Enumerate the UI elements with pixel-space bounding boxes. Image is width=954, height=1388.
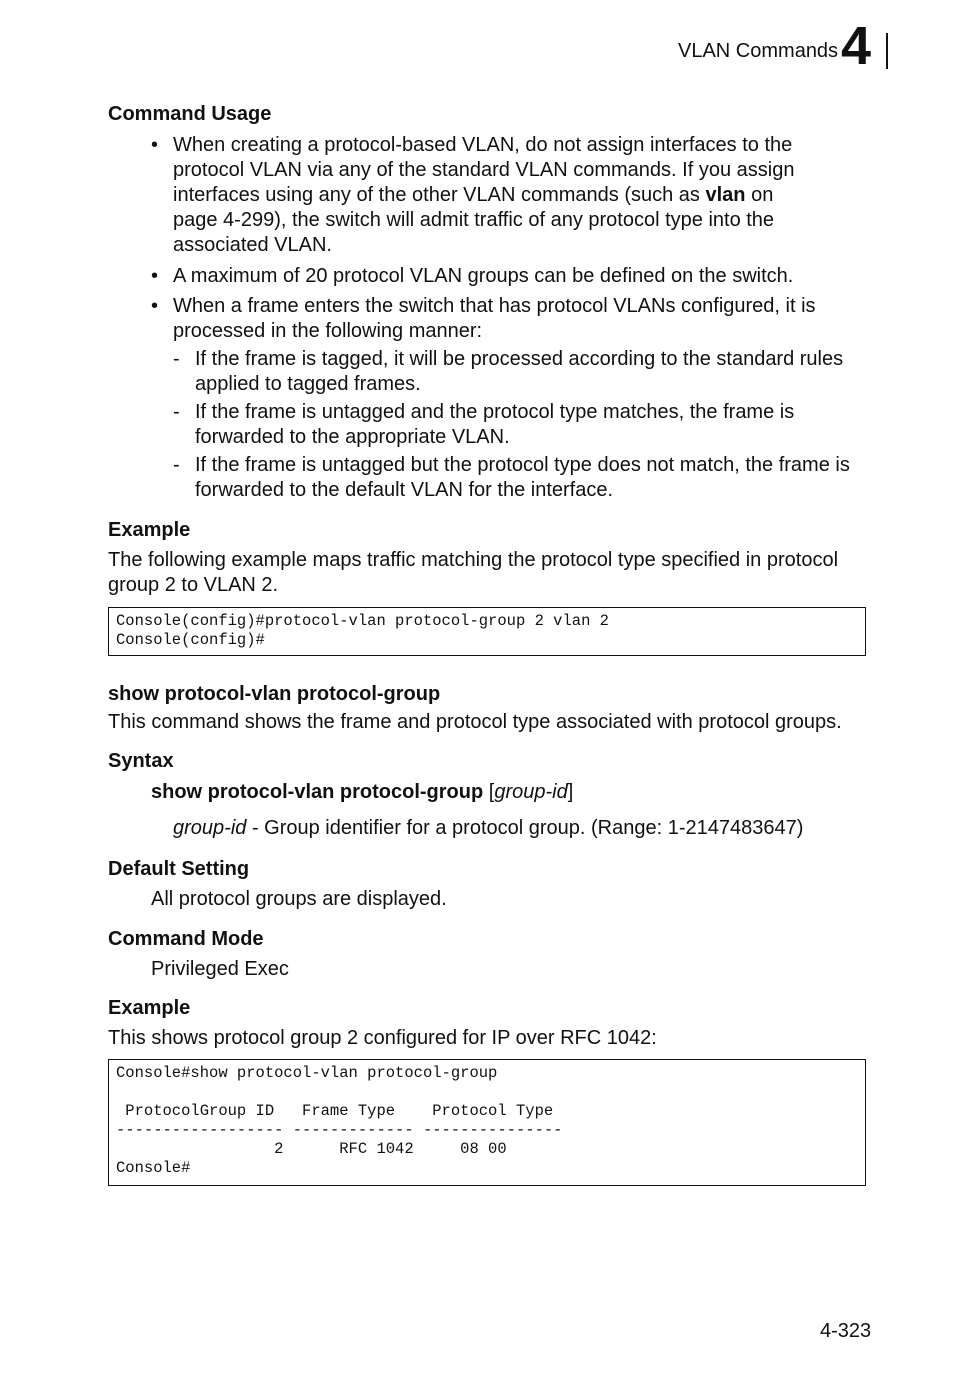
code-block-1: Console(config)#protocol-vlan protocol-group 2 vlan 2 Console(config)# [108, 607, 866, 656]
bullet-3-line-1: When a frame enters the switch that has protocol VLANs configured, it is [173, 295, 816, 317]
chapter-number: 4 [841, 16, 872, 76]
default-setting-text: All protocol groups are displayed. [151, 888, 447, 910]
sub-item-3-line-2: forwarded to the default VLAN for the interface. [195, 479, 614, 501]
example-1-description [108, 548, 838, 598]
command-mode-text: Privileged Exec [151, 958, 289, 980]
example-heading: Example [108, 997, 191, 1019]
sub-item-1 [195, 347, 843, 397]
syntax-line: show protocol-vlan protocol-group [group-id] [151, 781, 574, 803]
syntax-command: show protocol-vlan protocol-group [151, 781, 484, 803]
sub-item-2-line-1: If the frame is untagged and the protocol type matches, the frame is [195, 401, 795, 423]
code-block-2: Console#show protocol-vlan protocol-group ProtocolGroup ID Frame Type Protocol Type ------------------ ------------- --------------- 2 RFC 1042 08 00 Console# [108, 1059, 866, 1186]
dash-marker: - [173, 348, 180, 370]
bullet-marker: • [151, 265, 159, 287]
bullet-1-line-4: page 4-299), the switch will admit traffic of any protocol type into the [173, 209, 775, 231]
parameter-description: group-id - Group identifier for a protocol group. (Range: 1-2147483647) [173, 817, 804, 839]
page-number: 4-323 [820, 1320, 872, 1342]
bullet-1-line-2: protocol VLAN via any of the standard VLAN commands. If you assign [173, 159, 795, 181]
command-mode-heading: Command Mode [108, 928, 264, 950]
dash-marker: - [173, 454, 180, 476]
bullet-1-line-3: interfaces using any of the other VLAN commands (such as vlan on [173, 184, 774, 206]
bullet-marker: • [151, 134, 159, 156]
syntax-heading: Syntax [108, 750, 174, 772]
dash-marker: - [173, 401, 180, 423]
running-header: VLAN Commands [678, 40, 839, 62]
example-1-line-2: group 2 to VLAN 2. [108, 574, 279, 596]
bullet-2: A maximum of 20 protocol VLAN groups can be defined on the switch. [173, 265, 794, 287]
sub-item-1-line-1: If the frame is tagged, it will be processed according to the standard rules [195, 348, 844, 370]
bullet-1-line-1: When creating a protocol-based VLAN, do not assign interfaces to the [173, 134, 793, 156]
sub-item-2 [195, 400, 794, 450]
bullet-3-line-2: processed in the following manner: [173, 320, 483, 342]
vlan-command-ref: vlan [705, 184, 746, 206]
syntax-parameter: group-id [494, 781, 568, 803]
sub-item-3 [195, 453, 850, 503]
bullet-3 [173, 294, 816, 344]
command-title: show protocol-vlan protocol-group [108, 683, 441, 705]
sub-item-2-line-2: forwarded to the appropriate VLAN. [195, 426, 510, 448]
example-2-description: This shows protocol group 2 configured for IP over RFC 1042: [108, 1027, 657, 1049]
example-heading: Example [108, 519, 191, 541]
command-description: This command shows the frame and protocol type associated with protocol groups. [108, 711, 842, 733]
parameter-name: group-id [173, 817, 247, 839]
bullet-1-line-5: associated VLAN. [173, 234, 332, 256]
default-setting-heading: Default Setting [108, 858, 250, 880]
sub-item-3-line-1: If the frame is untagged but the protocol type does not match, the frame is [195, 454, 850, 476]
command-usage-heading: Command Usage [108, 103, 272, 125]
bullet-1 [173, 133, 794, 258]
example-1-line-1: The following example maps traffic matching the protocol type specified in protocol [108, 549, 839, 571]
bullet-marker: • [151, 295, 159, 317]
sub-item-1-line-2: applied to tagged frames. [195, 373, 421, 395]
